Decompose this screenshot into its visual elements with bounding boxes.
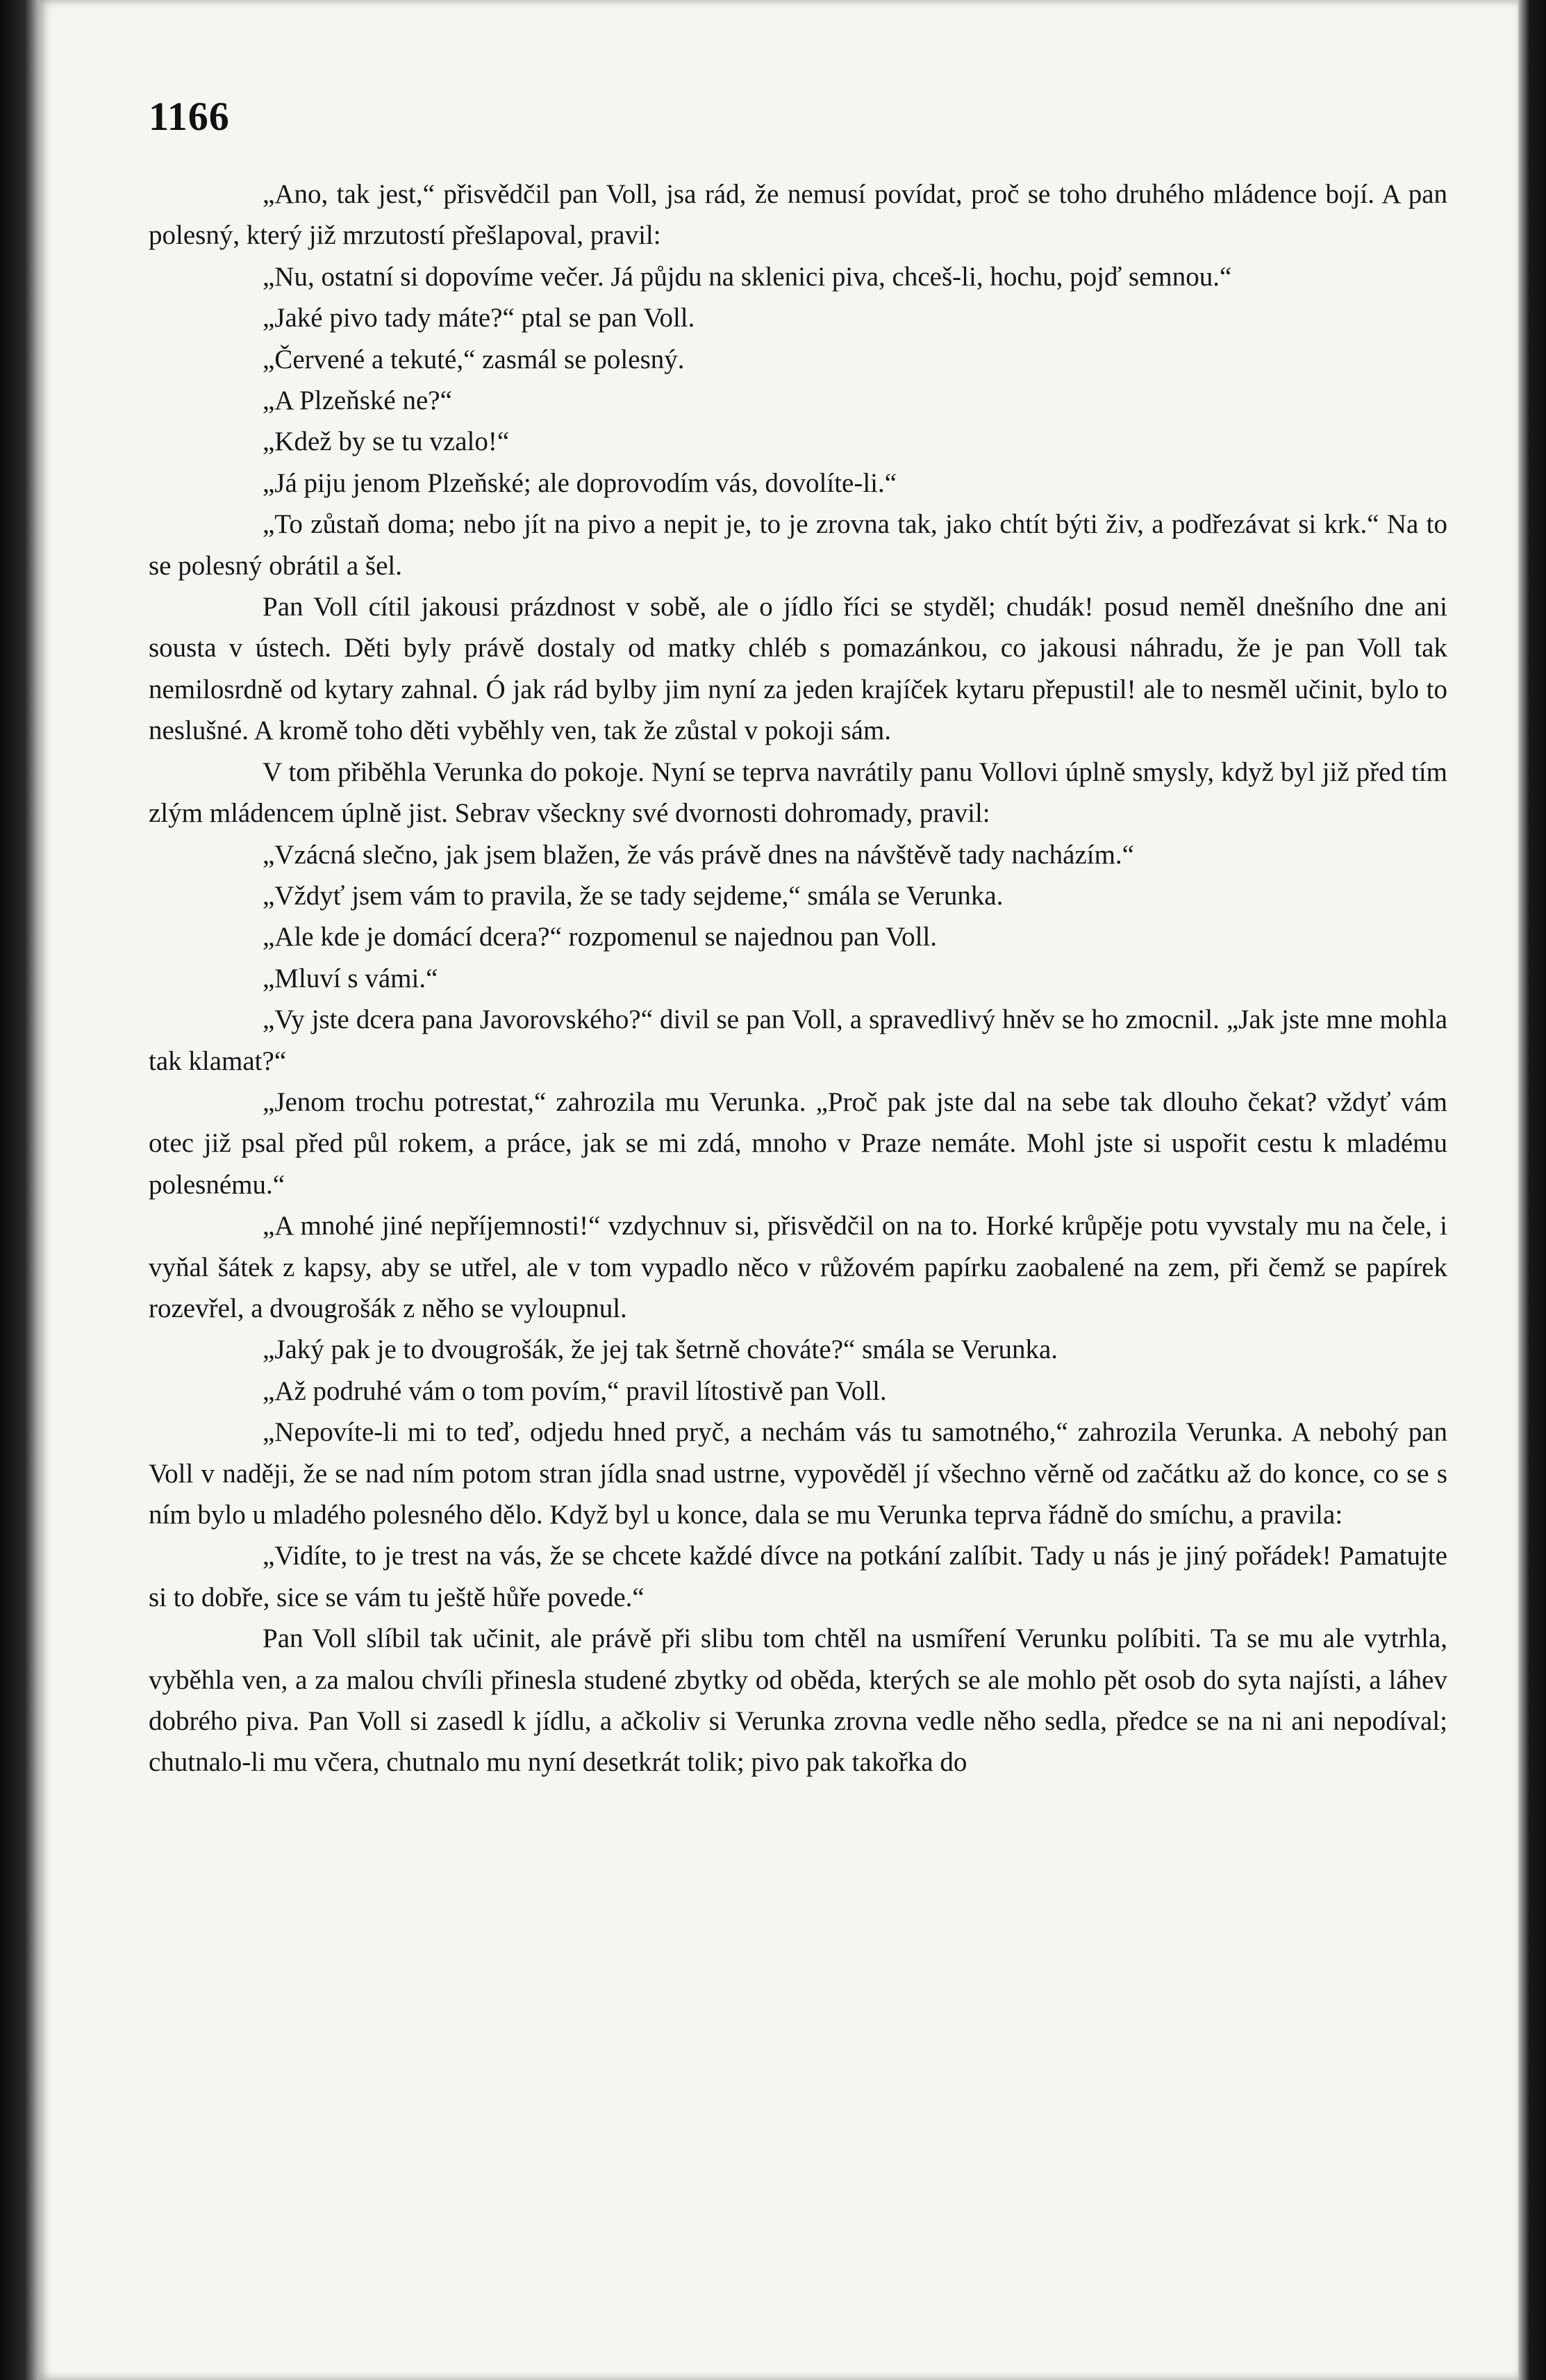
page-number: 1166 — [149, 94, 230, 139]
paragraph: „Vzácná slečno, jak jsem blažen, že vás právě dnes na návštěvě tady nacházím.“ — [263, 839, 1134, 870]
paragraph: „Jenom trochu potrestat,“ zahrozila mu Verunka. „Proč pak jste dal na sebe tak dlouho čekat? vždyť vám otec již psal před půl rokem, a práce, jak se mi zdá, mnoho v Praze nemáte. Mohl jste si uspořit cestu k mladému polesnému.“ — [149, 1086, 1447, 1200]
page-edge-shadow — [1518, 0, 1546, 2380]
paragraph: „To zůstaň doma; nebo jít na pivo a nepit je, to je zrovna tak, jako chtít býti živ, a podřezávat si krk.“ Na to se polesný obrátil a šel. — [149, 509, 1447, 581]
paragraph: „Nepovíte-li mi to teď, odjedu hned pryč, a nechám vás tu samotného,“ zahrozila Verunka. A nebohý pan Voll v naději, že se nad ním potom stran jídla snad ustrne, vypověděl jí všechno věrně od začátku až do konce, co se s ním bylo u mladého polesného dělo. Když byl u konce, dala se mu Verunka teprva řádně do smíchu, a pravila: — [149, 1417, 1447, 1530]
paragraph: V tom přiběhla Verunka do pokoje. Nyní se teprva navrátily panu Vollovi úplně smysly, když byl již před tím zlým mládencem úplně jist. Sebrav všeckny své dvornosti dohromady, pravil: — [149, 757, 1447, 829]
paragraph: „Vždyť jsem vám to pravila, že se tady sejdeme,“ smála se Verunka. — [263, 880, 1004, 911]
book-binding-shadow — [0, 0, 42, 2380]
paragraph: „Kdež by se tu vzalo!“ — [263, 427, 510, 457]
paragraph: „A Plzeňské ne?“ — [263, 386, 452, 416]
paragraph: Pan Voll slíbil tak učinit, ale právě při slibu tom chtěl na usmíření Verunku políbiti. Ta se mu ale vytrhla, vyběhla ven, a za malou chvíli přinesla studené zbytky od oběda, kterých se ale mohlo pět osob do syta najísti, a láhev dobrého piva. Pan Voll si zasedl k jídlu, a ačkoliv si Verunka zrovna vedle něho sedla, předce se na ni ani nepodíval; chutnalo-li mu včera, chutnalo mu nyní desetkrát tolik; pivo pak takořka do — [149, 1623, 1447, 1778]
paragraph: „Já piju jenom Plzeňské; ale doprovodím vás, dovolíte-li.“ — [263, 468, 897, 498]
paragraph: Pan Voll cítil jakousi prázdnost v sobě, ale o jídlo říci se styděl; chudák! posud neměl dnešního dne ani sousta v ústech. Děti byly právě dostaly od matky chléb s pomazánkou, co jakousi náhradu, že je pan Voll tak nemilosrdně od kytary zahnal. Ó jak rád bylby jim nyní za jeden krajíček kytaru přepustil! ale to nesměl učinit, bylo to neslušné. A kromě toho děti vyběhly ven, tak že zůstal v pokoji sám. — [149, 592, 1447, 746]
paragraph: „A mnohé jiné nepříjemnosti!“ vzdychnuv si, přisvědčil on na to. Horké krůpěje potu vyvstaly mu na čele, i vyňal šátek z kapsy, aby se utřel, ale v tom vypadlo něco v růžovém papírku zaobalené na zem, při čemž se papírek rozevřel, a dvougrošák z něho se vyloupnul. — [149, 1211, 1447, 1323]
paragraph: „Ano, tak jest,“ přisvědčil pan Voll, jsa rád, že nemusí povídat, proč se toho druhého mládence bojí. A pan polesný, který již mrzutostí přešlapoval, pravil: — [149, 179, 1447, 251]
paragraph: „Červené a tekuté,“ zasmál se polesný. — [263, 344, 685, 374]
paragraph: „Jaký pak je to dvougrošák, že jej tak šetrně chováte?“ smála se Verunka. — [263, 1334, 1058, 1365]
paragraph: „Vy jste dcera pana Javorovského?“ divil se pan Voll, a spravedlivý hněv se ho zmocnil. „Jak jste mne mohla tak klamat?“ — [149, 1005, 1447, 1076]
paragraph: „Nu, ostatní si dopovíme večer. Já půjdu na sklenici piva, chceš-li, hochu, pojď semnou.“ — [263, 261, 1232, 292]
page-text — [149, 174, 1447, 1783]
paragraph: „Vidíte, to je trest na vás, že se chcete každé dívce na potkání zalíbit. Tady u nás je jiný pořádek! Pamatujte si to dobře, sice se vám tu ještě hůře povede.“ — [149, 1541, 1447, 1612]
paragraph: „Až podruhé vám o tom povím,“ pravil lítostivě pan Voll. — [263, 1375, 887, 1406]
paragraph: „Jaké pivo tady máte?“ ptal se pan Voll. — [263, 303, 695, 333]
paragraph: „Mluví s vámi.“ — [263, 963, 438, 993]
paragraph: „Ale kde je domácí dcera?“ rozpomenul se najednou pan Voll. — [263, 922, 938, 952]
